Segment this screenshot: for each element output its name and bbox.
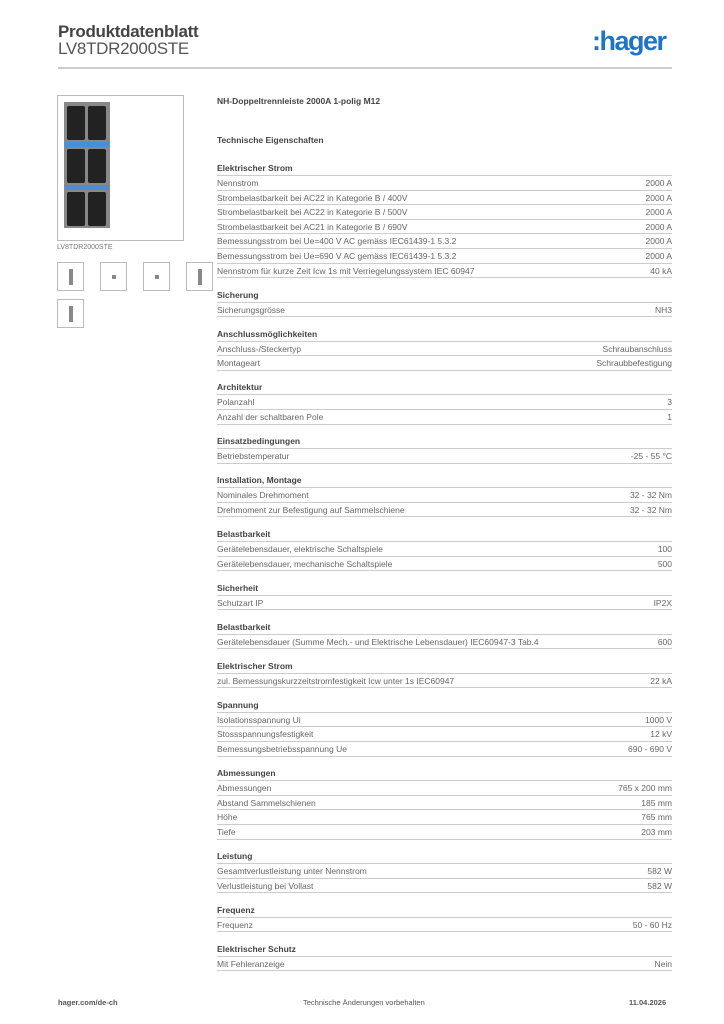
spec-label: Isolationsspannung Ui [217,714,301,725]
spec-value: 765 x 200 mm [618,783,672,794]
spec-value: 582 W [647,866,672,877]
spec-group [217,903,672,933]
spec-group-title: Spannung [217,698,672,713]
spec-row [217,810,672,825]
spec-group [217,380,672,424]
thumbnail[interactable] [100,262,127,291]
spec-value: 40 kA [650,265,672,276]
spec-value: 500 [657,558,672,569]
spec-row [217,356,672,371]
spec-value: 32 - 32 Nm [629,490,672,501]
spec-group-title: Anschlussmöglichkeiten [217,327,672,342]
spec-value: 582 W [647,880,672,891]
spec-group [217,659,672,689]
header-divider [58,67,672,69]
hager-logo: :hager [592,26,666,56]
spec-group [217,327,672,371]
spec-group [217,849,672,893]
spec-label: Stossspannungsfestigkeit [217,729,314,740]
thumbnail[interactable] [57,262,84,291]
spec-label: Bemessungsstrom bei Ue=690 V AC gemäss IEC61439-1 5.3.2 [217,250,457,261]
spec-row [217,557,672,572]
spec-value: 690 - 690 V [628,744,672,755]
spec-row [217,264,672,279]
spec-value: 600 [657,636,672,647]
spec-value: 100 [657,543,672,554]
product-name: NH-Doppeltrennleiste 2000A 1-polig M12 [217,96,381,106]
spec-row [217,205,672,220]
spec-label: Betriebstemperatur [217,451,290,462]
product-image[interactable] [57,95,184,241]
spec-group [217,527,672,571]
spec-row [217,191,672,206]
spec-value: 2000 A [645,192,672,203]
thumbnail[interactable] [186,262,213,291]
spec-value: 2000 A [645,236,672,247]
spec-value: 1000 V [645,714,672,725]
spec-row [217,488,672,503]
spec-group-title: Architektur [217,380,672,395]
footer-website[interactable]: hager.com/de-ch [58,998,118,1007]
spec-label: Frequenz [217,919,253,930]
spec-row [217,957,672,972]
spec-row [217,234,672,249]
spec-value: Nein [654,958,672,969]
spec-row [217,449,672,464]
spec-row [217,879,672,894]
spec-label: Nominales Drehmoment [217,490,309,501]
spec-label: Bemessungsstrom bei Ue=400 V AC gemäss IEC61439-1 5.3.2 [217,236,457,247]
spec-row [217,410,672,425]
spec-value: 50 - 60 Hz [632,919,672,930]
spec-label: Gerätelebensdauer (Summe Mech.- und Elektrische Lebensdauer) IEC60947-3 Tab.4 [217,636,539,647]
spec-value: IP2X [653,597,672,608]
spec-label: Gerätelebensdauer, elektrische Schaltspiele [217,543,383,554]
spec-label: Bemessungsbetriebsspannung Ue [217,744,347,755]
spec-row [217,674,672,689]
spec-label: Höhe [217,812,238,823]
spec-label: Strombelastbarkeit bei AC21 in Kategorie B / 690V [217,221,408,232]
spec-row [217,176,672,191]
spec-label: Nennstrom [217,178,259,188]
spec-label: Gesamtverlustleistung unter Nennstrom [217,866,367,877]
spec-group-title: Leistung [217,849,672,864]
spec-label: Drehmoment zur Befestigung auf Sammelschiene [217,504,405,515]
spec-row [217,596,672,611]
spec-row [217,249,672,264]
spec-value: 1 [667,412,672,423]
spec-value: 2000 A [645,178,672,188]
spec-label: Verlustleistung bei Vollast [217,880,314,891]
spec-group-title: Sicherung [217,288,672,303]
spec-label: Nennstrom für kurze Zeit Icw 1s mit Verriegelungssystem IEC 60947 [217,265,475,276]
spec-group-title: Elektrischer Strom [217,659,672,674]
spec-group [217,161,672,278]
spec-row [217,503,672,518]
spec-row [217,220,672,235]
spec-group-title: Elektrischer Schutz [217,942,672,957]
spec-group [217,698,672,757]
spec-label: Tiefe [217,826,236,837]
thumbnail[interactable] [143,262,170,291]
spec-row [217,635,672,650]
spec-label: zul. Bemessungskurzzeitstromfestigkeit Icw unter 1s IEC60947 [217,675,455,686]
spec-group [217,942,672,972]
spec-label: Strombelastbarkeit bei AC22 in Kategorie B / 400V [217,192,408,203]
spec-row [217,713,672,728]
section-title: Technische Eigenschaften [217,135,324,145]
spec-label: Montageart [217,358,260,369]
spec-label: Strombelastbarkeit bei AC22 in Kategorie B / 500V [217,207,408,218]
page-title: Produktdatenblatt [58,22,199,41]
spec-group [217,581,672,611]
specs [217,96,672,981]
spec-row [217,825,672,840]
spec-label: Abmessungen [217,783,272,794]
spec-group-title: Belastbarkeit [217,527,672,542]
spec-group [217,620,672,650]
spec-row [217,727,672,742]
spec-value: -25 - 55 °C [630,451,672,462]
spec-value: 3 [667,397,672,408]
spec-value: 2000 A [645,207,672,218]
spec-value: Schraubanschluss [602,343,672,354]
spec-group-title: Belastbarkeit [217,620,672,635]
spec-group-title: Einsatzbedingungen [217,434,672,449]
spec-value: 32 - 32 Nm [629,504,672,515]
spec-row [217,918,672,933]
spec-value: NH3 [654,304,672,315]
spec-row [217,303,672,318]
spec-label: Abstand Sammelschienen [217,797,316,808]
spec-value: 2000 A [645,221,672,232]
spec-value: 22 kA [650,675,672,686]
product-device-graphic [64,102,110,228]
spec-row [217,542,672,557]
spec-row [217,395,672,410]
spec-label: Mit Fehleranzeige [217,958,285,969]
spec-group [217,288,672,318]
spec-label: Gerätelebensdauer, mechanische Schaltspiele [217,558,393,569]
spec-value: Schraubbefestigung [596,358,672,369]
spec-group-title: Installation, Montage [217,473,672,488]
footer-note: Technische Änderungen vorbehalten [303,998,425,1007]
spec-group [217,473,672,517]
spec-group [217,766,672,839]
spec-value: 203 mm [641,826,672,837]
thumbnail[interactable] [57,299,84,328]
footer-date: 11.04.2026 [629,998,667,1007]
product-code: LV8TDR2000STE [58,39,189,58]
spec-label: Polanzahl [217,397,255,408]
spec-row [217,781,672,796]
spec-row [217,796,672,811]
spec-value: 765 mm [641,812,672,823]
spec-group-title: Sicherheit [217,581,672,596]
spec-group-title: Abmessungen [217,766,672,781]
spec-row [217,342,672,357]
spec-label: Anzahl der schaltbaren Pole [217,412,324,423]
spec-row [217,742,672,757]
image-caption: LV8TDR2000STE [57,244,113,251]
spec-value: 2000 A [645,250,672,261]
spec-value: 12 kV [650,729,672,740]
spec-row [217,864,672,879]
spec-label: Sicherungsgrösse [217,304,286,315]
spec-label: Schutzart IP [217,597,264,608]
spec-group-title: Elektrischer Strom [217,161,672,176]
spec-group [217,434,672,464]
spec-value: 185 mm [641,797,672,808]
spec-label: Anschluss-/Steckertyp [217,343,302,354]
spec-group-title: Frequenz [217,903,672,918]
